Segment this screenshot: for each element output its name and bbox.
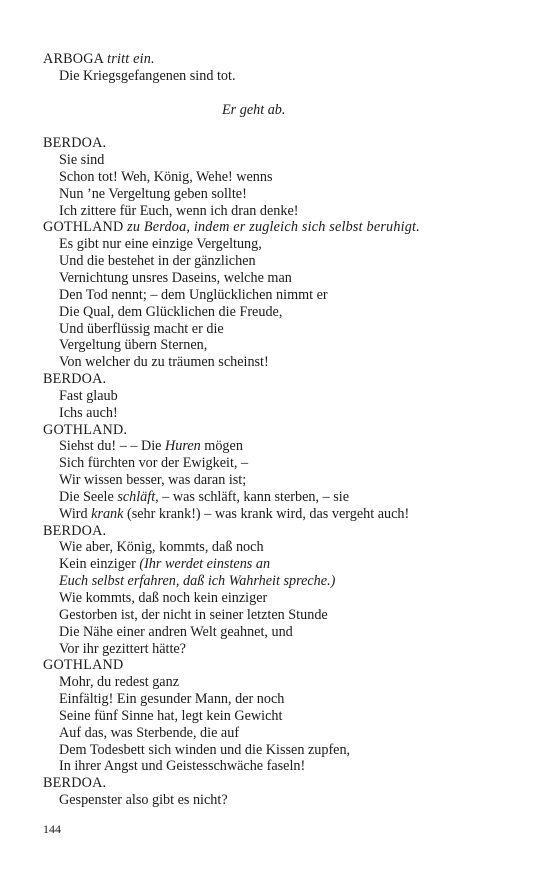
text-segment: Vergeltung übern Sternen, [59,337,208,354]
text-segment: Sich fürchten vor der Ewigkeit, – [59,455,249,472]
text-segment: (sehr krank!) – was krank wird, das vergeht auch! [123,505,410,522]
speaker-line [43,135,523,152]
text-segment: Es gibt nur eine einzige Vergeltung, [59,236,262,253]
text-segment: Gespenster also gibt es nicht? [59,792,228,809]
verse-line [43,388,523,405]
italic-text: Euch selbst erfahren, daß ich Wahrheit spreche.) [59,573,336,590]
text-segment: Die Seele [59,488,118,505]
text-segment: Die Kriegsgefangenen sind tot. [59,67,236,84]
italic-text: tritt ein. [107,51,155,67]
verse-line [43,506,523,523]
verse-line [43,758,523,775]
verse-line [43,68,523,85]
text-segment: Von welcher du zu träumen scheinst! [59,354,269,371]
text-segment: Seine fünf Sinne hat, legt kein Gewicht [59,707,283,724]
text-segment: Die Qual, dem Glücklichen die Freude, [59,303,283,320]
text-segment: GOTHLAND [43,657,124,674]
text-segment: Vernichtung unsres Daseins, welche man [59,269,292,286]
speaker-line [43,371,523,388]
text-segment: Die Nähe einer andren Welt geahnet, und [59,623,293,640]
text-segment: Wir wissen besser, was daran ist; [59,472,247,489]
verse-line [43,354,523,371]
verse-line [43,337,523,354]
text-segment: mögen [200,438,243,455]
blank-line [43,118,523,135]
verse-line [43,152,523,169]
speaker-line [43,657,523,674]
verse-line [43,742,523,759]
text-segment: BERDOA. [43,522,107,539]
italic-text: Er geht ab. [222,101,286,118]
verse-line [43,539,523,556]
verse-line [43,641,523,658]
verse-line [43,321,523,338]
text-segment: Und die bestehet in der gänzlichen [59,253,256,270]
verse-line [43,590,523,607]
verse-line [43,405,523,422]
verse-line [43,455,523,472]
verse-line [43,169,523,186]
italic-text: Huren [165,438,201,455]
verse-line [43,691,523,708]
text-segment: In ihrer Angst und Geistesschwäche faseln! [59,758,306,775]
verse-line [43,304,523,321]
verse-line [43,287,523,304]
text-segment: GOTHLAND [43,219,128,236]
text-segment: BERDOA. [43,135,107,152]
text-segment: Sie sind [59,152,105,169]
text-segment: – was schläft, kann sterben, – sie [158,488,350,505]
speaker-line [43,422,523,439]
text-segment: Wie kommts, daß noch kein einziger [59,590,268,606]
verse-line [43,792,523,809]
blank-line [43,85,523,102]
text-segment: Auf das, was Sterbende, die auf [59,724,240,741]
speaker-line [43,219,523,236]
text-segment: ARBOGA [43,51,108,67]
play-text [43,51,523,809]
text-segment: Ichs auch! [59,404,118,421]
text-segment: GOTHLAND. [43,421,128,438]
verse-line [43,607,523,624]
verse-line [43,236,523,253]
verse-line [43,472,523,489]
text-segment: Dem Todesbett sich winden und die Kissen zupfen, [59,741,351,758]
text-segment: Einfältig! Ein gesunder Mann, der noch [59,691,285,708]
page-number: 144 [43,822,61,836]
text-segment: Wird [59,505,92,522]
speaker-line [43,51,523,68]
text-segment: Kein einziger [59,556,140,573]
text-segment: Vor ihr gezittert hätte? [59,640,186,657]
stage-direction [43,102,523,119]
speaker-line [43,523,523,540]
verse-line [43,253,523,270]
verse-line [43,489,523,506]
verse-line [43,708,523,725]
text-segment: Siehst du! – – Die [59,438,166,455]
verse-line [43,725,523,742]
verse-line [43,203,523,220]
verse-line [43,556,523,573]
speaker-line [43,775,523,792]
italic-text: schläft, [117,488,159,505]
verse-line [43,624,523,641]
italic-text: (Ihr werdet einstens an [139,556,271,573]
verse-line [43,270,523,287]
text-segment: BERDOA. [43,371,107,388]
text-segment: Fast glaub [59,387,118,404]
text-segment: BERDOA. [43,775,107,792]
verse-line [43,573,523,590]
text-segment: Mohr, du redest ganz [59,674,179,691]
text-segment: Schon tot! Weh, König, Wehe! wenns [59,168,273,185]
text-segment: Den Tod nennt; – dem Unglücklichen nimmt er [59,286,328,303]
italic-text: zu Berdoa, indem er zugleich sich selbst beruhigt. [127,219,420,236]
verse-line [43,186,523,203]
text-segment: Gestorben ist, der nicht in seiner letzten Stunde [59,606,328,623]
text-segment: Nun ’ne Vergeltung geben sollte! [59,185,247,202]
text-segment: Und überflüssig macht er die [59,320,224,337]
italic-text: krank [91,505,124,522]
text-segment: Ich zittere für Euch, wenn ich dran denke! [59,202,299,219]
verse-line [43,438,523,455]
text-segment: Wie aber, König, kommts, daß noch [59,539,264,556]
verse-line [43,674,523,691]
